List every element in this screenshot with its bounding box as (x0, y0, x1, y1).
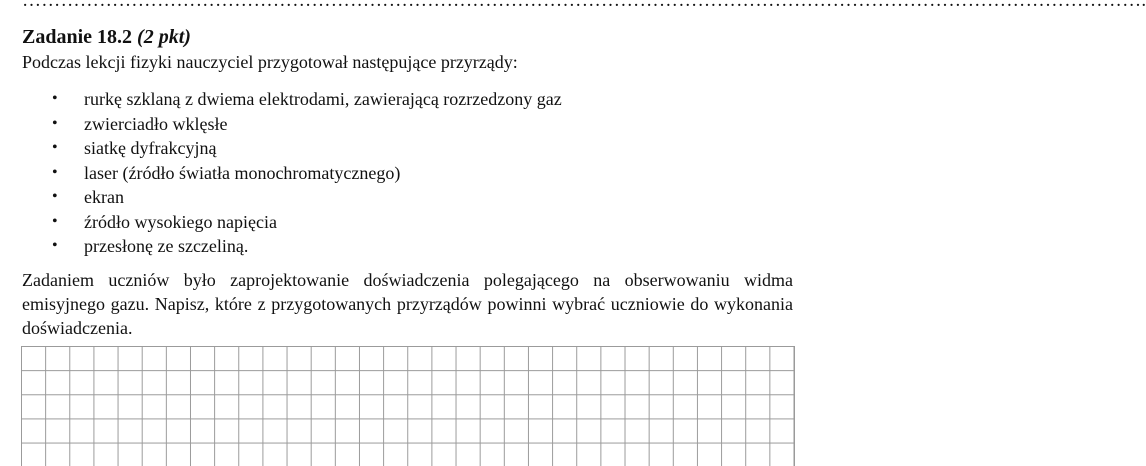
list-item-label: rurkę szklaną z dwiema elektrodami, zawierającą rozrzedzony gaz (84, 89, 562, 109)
list-item (52, 210, 562, 235)
list-item (52, 185, 562, 210)
list-item-label: siatkę dyfrakcyjną (84, 138, 217, 158)
list-item (52, 161, 562, 186)
list-item-label: zwierciadło wklęsłe (84, 113, 228, 134)
bullet-icon: • (52, 90, 58, 107)
task-question: Zadaniem uczniów było zaprojektowanie doświadczenia polegającego na obserwowaniu widma emisyjnego gazu. Napisz, które z przygotowanych przyrządów powinni wybrać uczniowie do wykonania doświadczenia. (22, 270, 793, 338)
list-item-label: laser (źródło światła monochromatycznego) (84, 162, 401, 183)
bullet-icon: • (52, 237, 58, 254)
list-item-label: źródło wysokiego napięcia (84, 211, 277, 232)
answer-grid[interactable] (21, 346, 795, 466)
bullet-icon: • (52, 163, 58, 181)
list-item-label: przesłonę ze szczeliną. (84, 236, 249, 256)
list-item (52, 87, 562, 112)
list-item (52, 234, 562, 259)
task-number: Zadanie 18.2 (22, 26, 133, 48)
task-intro: Podczas lekcji fizyki nauczyciel przygotował następujące przyrządy: (22, 52, 518, 72)
list-item (52, 112, 562, 137)
list-item-label: ekran (84, 187, 124, 207)
bullet-icon: • (52, 114, 58, 132)
list-item (52, 136, 562, 161)
bullet-icon: • (52, 212, 58, 230)
dotted-answer-line: …………………………………………………………………………………………………………………………………………………………. (22, 0, 1146, 11)
bullet-icon: • (52, 139, 58, 156)
task-points: (2 pkt) (137, 26, 191, 48)
bullet-icon: • (52, 188, 58, 205)
task-title (22, 25, 191, 49)
equipment-list (52, 87, 562, 259)
